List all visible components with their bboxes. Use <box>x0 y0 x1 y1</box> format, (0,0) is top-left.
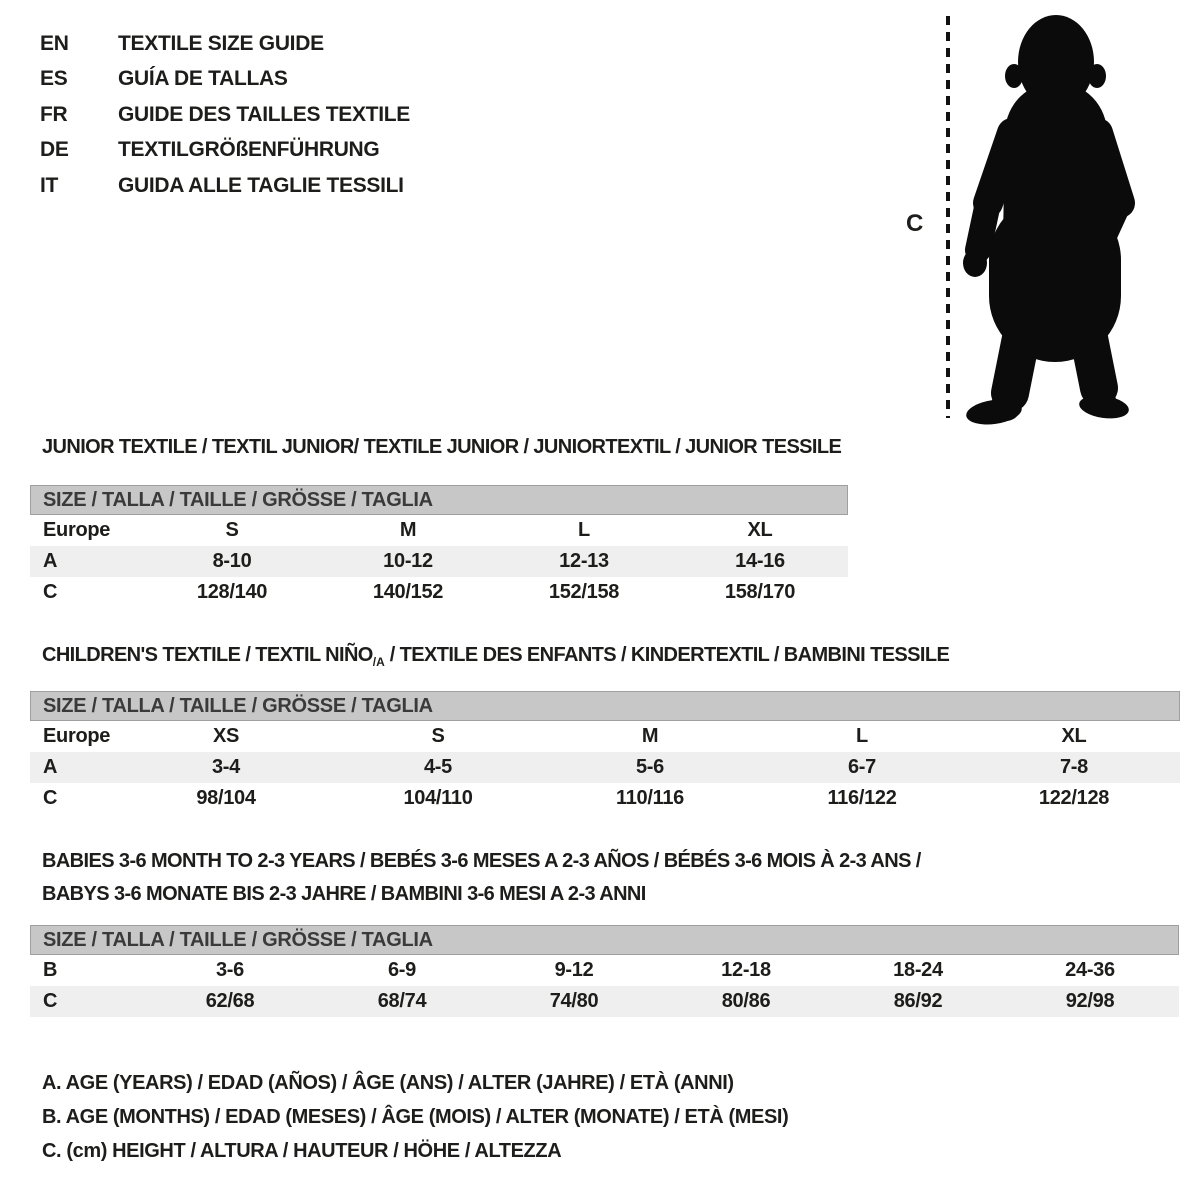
language-code: FR <box>40 102 68 126</box>
age-months-value: 24-36 <box>1065 959 1115 981</box>
junior-section-heading: JUNIOR TEXTILE / TEXTIL JUNIOR/ TEXTILE JUNIOR / JUNIORTEXTIL / JUNIOR TESSILE <box>42 436 842 458</box>
age-months-value: 3-6 <box>215 959 244 981</box>
language-code: IT <box>40 173 59 197</box>
language-code: ES <box>40 67 68 91</box>
note-age-years: A. AGE (YEARS) / EDAD (AÑOS) / ÂGE (ANS) / ALTER (JAHRE) / ETÀ (ANNI) <box>42 1071 734 1094</box>
row-label: C <box>43 581 58 603</box>
height-value: 68/74 <box>377 990 427 1012</box>
babies-size-table <box>30 925 1179 1017</box>
size-value: XS <box>212 725 240 747</box>
age-value: 6-7 <box>847 756 876 778</box>
table-row-europe <box>30 515 848 546</box>
height-value: 128/140 <box>196 581 268 603</box>
table-row-europe <box>30 721 1180 752</box>
row-label: B <box>43 959 58 981</box>
height-value: 140/152 <box>372 581 444 603</box>
junior-size-table <box>30 485 848 608</box>
note-height-cm: C. (cm) HEIGHT / ALTURA / HAUTEUR / HÖHE / ALTEZZA <box>42 1139 562 1162</box>
height-value: 116/122 <box>827 787 897 809</box>
table-row-height <box>30 577 848 608</box>
size-value: XL <box>1061 725 1087 747</box>
age-months-value: 6-9 <box>387 959 416 981</box>
table-row-height <box>30 986 1179 1017</box>
height-value: 74/80 <box>549 990 599 1012</box>
children-heading-post: / TEXTILE DES ENFANTS / KINDERTEXTIL / BAMBINI TESSILE <box>384 644 950 666</box>
legend-notes <box>42 1066 788 1168</box>
size-table-header: SIZE / TALLA / TAILLE / GRÖSSE / TAGLIA <box>30 925 1179 955</box>
age-value: 4-5 <box>423 756 452 778</box>
height-value: 80/86 <box>721 990 771 1012</box>
size-value: XL <box>747 519 773 541</box>
note-age-months: B. AGE (MONTHS) / EDAD (MESES) / ÂGE (MOIS) / ALTER (MONATE) / ETÀ (MESI) <box>42 1105 789 1128</box>
language-row-it <box>40 168 410 204</box>
language-row-en <box>40 26 410 62</box>
height-value: 98/104 <box>196 787 256 809</box>
size-value: M <box>399 519 417 541</box>
age-value: 8-10 <box>212 550 252 572</box>
age-value: 10-12 <box>383 550 433 572</box>
toddler-silhouette-image <box>948 8 1153 430</box>
language-row-fr <box>40 97 410 133</box>
language-title-list <box>40 26 410 204</box>
row-label: C <box>43 787 58 809</box>
row-label: C <box>43 990 58 1012</box>
age-value: 12-13 <box>559 550 609 572</box>
table-row-age <box>30 752 1180 783</box>
height-measure-label-c: C <box>906 210 924 237</box>
size-value: M <box>641 725 659 747</box>
guide-title-fr: GUIDE DES TAILLES TEXTILE <box>118 102 410 126</box>
age-months-value: 12-18 <box>721 959 771 981</box>
children-heading-subscript: /A <box>372 655 385 669</box>
language-row-es <box>40 62 410 98</box>
height-value: 86/92 <box>893 990 943 1012</box>
children-section-heading <box>42 644 949 669</box>
height-value: 92/98 <box>1065 990 1115 1012</box>
guide-title-es: GUÍA DE TALLAS <box>118 67 288 91</box>
age-value: 14-16 <box>735 550 785 572</box>
age-months-value: 18-24 <box>893 959 943 981</box>
row-label: A <box>43 550 58 572</box>
height-value: 122/128 <box>1038 787 1110 809</box>
table-row-age-months <box>30 955 1179 986</box>
height-value: 62/68 <box>205 990 255 1012</box>
guide-title-de: TEXTILGRÖßENFÜHRUNG <box>118 138 380 162</box>
size-value: L <box>578 519 590 541</box>
height-value: 110/116 <box>616 787 684 809</box>
children-heading-pre: CHILDREN'S TEXTILE / TEXTIL NIÑO <box>42 644 373 666</box>
height-value: 104/110 <box>403 787 473 809</box>
guide-title-it: GUIDA ALLE TAGLIE TESSILI <box>118 173 404 197</box>
language-code: EN <box>40 31 69 55</box>
babies-section-heading-line2: BABYS 3-6 MONATE BIS 2-3 JAHRE / BAMBINI 3-6 MESI A 2-3 ANNI <box>42 883 646 905</box>
size-table-header: SIZE / TALLA / TAILLE / GRÖSSE / TAGLIA <box>30 485 848 515</box>
size-value: L <box>856 725 868 747</box>
age-months-value: 9-12 <box>554 959 594 981</box>
age-value: 7-8 <box>1059 756 1088 778</box>
language-row-de <box>40 133 410 169</box>
table-row-height <box>30 783 1180 814</box>
guide-title-en: TEXTILE SIZE GUIDE <box>118 31 324 55</box>
row-label: A <box>43 756 58 778</box>
size-value: S <box>431 725 445 747</box>
row-label: Europe <box>43 725 111 747</box>
size-value: S <box>225 519 239 541</box>
height-value: 152/158 <box>548 581 620 603</box>
age-value: 5-6 <box>635 756 664 778</box>
babies-section-heading-line1: BABIES 3-6 MONTH TO 2-3 YEARS / BEBÉS 3-6 MESES A 2-3 AÑOS / BÉBÉS 3-6 MOIS À 2-3 ANS / <box>42 850 921 872</box>
children-size-table <box>30 691 1180 814</box>
height-value: 158/170 <box>724 581 796 603</box>
language-code: DE <box>40 138 69 162</box>
row-label: Europe <box>43 519 111 541</box>
table-row-age <box>30 546 848 577</box>
age-value: 3-4 <box>211 756 240 778</box>
size-table-header: SIZE / TALLA / TAILLE / GRÖSSE / TAGLIA <box>30 691 1180 721</box>
